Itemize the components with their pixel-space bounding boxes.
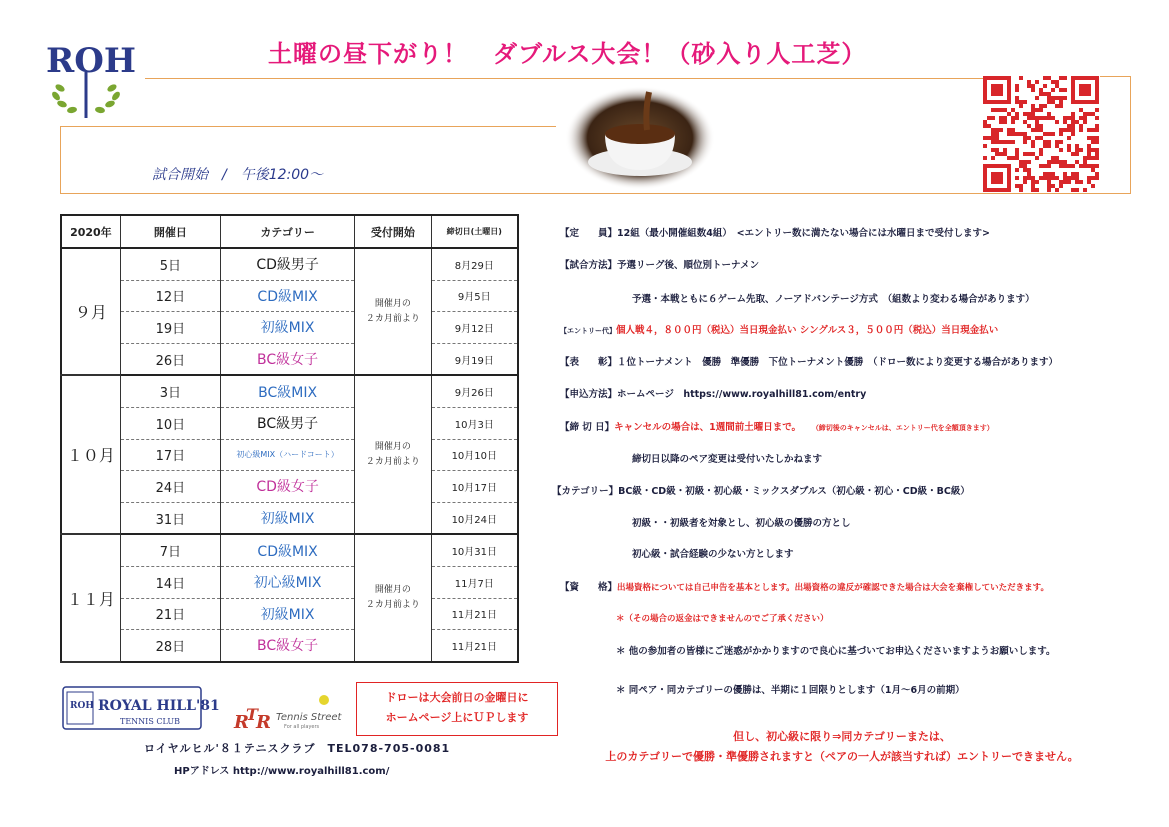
table-header-row bbox=[61, 215, 518, 248]
svg-text:T: T bbox=[246, 705, 258, 724]
info-category-detail2: 初心級・試合経験の少ない方とします bbox=[632, 549, 794, 560]
table-row bbox=[61, 343, 518, 375]
table-row bbox=[61, 471, 518, 503]
info-deadline-detail: 締切日以降のペア変更は受付いたしかねます bbox=[632, 454, 823, 465]
month-cell: １１月 bbox=[61, 534, 120, 661]
table-row bbox=[61, 534, 518, 566]
date-cell: 31日 bbox=[120, 502, 220, 534]
ts-logo-sub: For all players bbox=[284, 724, 320, 730]
category-cell: 初級MIX bbox=[221, 598, 355, 630]
info-award: 【表 彰】１位トーナメント 優勝 準優勝 下位トーナメント優勝 （ドロー数により変更する場合があります） bbox=[560, 357, 1059, 368]
category-cell: CD級男子 bbox=[221, 248, 355, 280]
info-apply: 【申込方法】ホームページ https://www.royalhill81.com/entry bbox=[560, 389, 867, 400]
table-row bbox=[61, 248, 518, 280]
category-cell: BC級MIX bbox=[221, 375, 355, 407]
category-cell: 初心級MIX（ハードコート） bbox=[221, 439, 355, 471]
notice-line1: ドローは大会前日の金曜日に bbox=[385, 691, 529, 704]
deadline-cell: 11月7日 bbox=[431, 566, 518, 598]
header-category: カテゴリー bbox=[221, 215, 355, 248]
roh-logo bbox=[42, 32, 134, 124]
deadline-cell: 11月21日 bbox=[431, 598, 518, 630]
table-row bbox=[61, 502, 518, 534]
table-row bbox=[61, 598, 518, 630]
divider bbox=[145, 78, 983, 79]
date-cell: 21日 bbox=[120, 598, 220, 630]
deadline-cell: 9月5日 bbox=[431, 280, 518, 312]
deadline-cell: 10月17日 bbox=[431, 471, 518, 503]
ts-logo-text: Tennis Street bbox=[276, 712, 342, 723]
info-qualification-note2: ＊ 他の参加者の皆様にご迷惑がかかりますので良心に基づいてお申込くださいますようお願いします。 bbox=[616, 646, 1056, 657]
deadline-cell: 10月10日 bbox=[431, 439, 518, 471]
info-deadline: 【締 切 日】キャンセルの場合は、1週間前土曜日まで。 （締切後のキャンセルは、エントリー代を全額頂きます） bbox=[560, 422, 994, 433]
table-row bbox=[61, 280, 518, 312]
accept-line: ２カ月前より bbox=[365, 456, 420, 467]
svg-text:R: R bbox=[256, 712, 271, 733]
date-cell: 28日 bbox=[120, 630, 220, 662]
info-method-detail: 予選・本戦ともに６ゲーム先取、ノーアドバンテージ方式 （組数より変わる場合があります） bbox=[632, 294, 1035, 305]
accept-cell bbox=[355, 375, 431, 534]
date-cell: 24日 bbox=[120, 471, 220, 503]
homepage-address[interactable]: HPアドレス http://www.royalhill81.com/ bbox=[174, 766, 390, 777]
divider bbox=[60, 126, 61, 194]
accept-line: 開催月の bbox=[374, 585, 411, 596]
svg-text:R: R bbox=[234, 712, 249, 733]
table-row bbox=[61, 407, 518, 439]
date-cell: 5日 bbox=[120, 248, 220, 280]
info-note2: 上のカテゴリーで優勝・準優勝されますと（ペアの一人が該当すれば）エントリーできません。 bbox=[605, 750, 1079, 763]
info-method: 【試合方法】予選リーグ後、順位別トーナメン bbox=[560, 260, 760, 271]
divider bbox=[60, 193, 1131, 194]
club-contact: ロイヤルヒル'８１テニスクラブ TEL078-705-0081 bbox=[144, 742, 451, 755]
club-logo[interactable] bbox=[62, 686, 220, 730]
date-cell: 10日 bbox=[120, 407, 220, 439]
deadline-cell: 10月24日 bbox=[431, 502, 518, 534]
table-row bbox=[61, 566, 518, 598]
coffee-image bbox=[565, 86, 715, 190]
table-row bbox=[61, 439, 518, 471]
info-category-detail1: 初級・・初級者を対象とし、初心級の優勝の方とし bbox=[632, 518, 851, 529]
tennis-street-logo[interactable] bbox=[232, 692, 342, 736]
category-cell: 初級MIX bbox=[221, 502, 355, 534]
deadline-cell: 9月12日 bbox=[431, 312, 518, 344]
date-cell: 12日 bbox=[120, 280, 220, 312]
start-time: 試合開始 / 午後12:00～ bbox=[152, 167, 324, 183]
category-cell: CD級MIX bbox=[221, 280, 355, 312]
date-cell: 14日 bbox=[120, 566, 220, 598]
category-cell: CD級女子 bbox=[221, 471, 355, 503]
category-cell: 初級MIX bbox=[221, 312, 355, 344]
club-logo-text: ROYAL HILL'81 bbox=[98, 698, 220, 714]
header-accept: 受付開始 bbox=[355, 215, 431, 248]
deadline-cell: 10月3日 bbox=[431, 407, 518, 439]
category-cell: BC級男子 bbox=[221, 407, 355, 439]
deadline-cell: 8月29日 bbox=[431, 248, 518, 280]
date-cell: 19日 bbox=[120, 312, 220, 344]
accept-line: 開催月の bbox=[374, 298, 411, 309]
date-cell: 7日 bbox=[120, 534, 220, 566]
accept-line: 開催月の bbox=[374, 441, 411, 452]
info-category: 【カテゴリー】BC級・CD級・初級・初心級・ミックスダブルス（初心級・初心・CD級・BC級） bbox=[552, 486, 970, 497]
month-cell: １０月 bbox=[61, 375, 120, 534]
club-logo-sub: TENNIS CLUB bbox=[120, 717, 180, 726]
accept-cell bbox=[355, 248, 431, 375]
qr-code[interactable] bbox=[983, 76, 1099, 192]
table-row bbox=[61, 312, 518, 344]
svg-text:ROH: ROH bbox=[70, 701, 94, 711]
divider bbox=[60, 126, 556, 127]
date-cell: 3日 bbox=[120, 375, 220, 407]
notice-line2: ホームページ上にＵＰします bbox=[385, 711, 529, 724]
deadline-cell: 10月31日 bbox=[431, 534, 518, 566]
date-cell: 17日 bbox=[120, 439, 220, 471]
deadline-cell: 9月19日 bbox=[431, 343, 518, 375]
header-deadline: 締切日(土曜日) bbox=[431, 215, 518, 248]
deadline-cell: 11月21日 bbox=[431, 630, 518, 662]
accept-line: ２カ月前より bbox=[365, 313, 420, 324]
month-cell: ９月 bbox=[61, 248, 120, 375]
table-row bbox=[61, 630, 518, 662]
accept-line: ２カ月前より bbox=[365, 600, 420, 611]
category-cell: BC級女子 bbox=[221, 343, 355, 375]
page-title: 土曜の昼下がり！ ダブルス大会！（砂入り人工芝） bbox=[268, 40, 867, 68]
table-row bbox=[61, 375, 518, 407]
info-fee: 【エントリー代】個人戦４，８００円（税込）当日現金払い シングルス３，５００円（税込）当日現金払い bbox=[560, 325, 999, 336]
accept-cell bbox=[355, 534, 431, 661]
header-date: 開催日 bbox=[120, 215, 220, 248]
divider bbox=[1100, 76, 1131, 77]
logo-text: ROH bbox=[46, 41, 136, 81]
header-year: 2020年 bbox=[61, 215, 120, 248]
info-capacity: 【定 員】12組（最小開催組数4組） <エントリー数に満たない場合には水曜日まで受付します> bbox=[560, 228, 991, 239]
info-qualification-note: ＊（その場合の返金はできませんのでご了承ください） bbox=[616, 614, 829, 624]
deadline-cell: 9月26日 bbox=[431, 375, 518, 407]
info-note1: 但し、初心級に限り⇒同カテゴリーまたは、 bbox=[733, 730, 951, 743]
category-cell: BC級女子 bbox=[221, 630, 355, 662]
info-qualification: 【資 格】出場資格については自己申告を基本とします。出場資格の違反が確認できた場合は大会を棄権していただきます。 bbox=[560, 582, 1049, 593]
category-cell: CD級MIX bbox=[221, 534, 355, 566]
draw-notice bbox=[356, 682, 558, 736]
divider bbox=[1130, 76, 1131, 194]
category-cell: 初心級MIX bbox=[221, 566, 355, 598]
info-qualification-note3: ＊ 同ペア・同カテゴリーの優勝は、半期に１回限りとします（1月～6月の前期） bbox=[616, 685, 965, 696]
date-cell: 26日 bbox=[120, 343, 220, 375]
schedule-table bbox=[60, 214, 519, 663]
